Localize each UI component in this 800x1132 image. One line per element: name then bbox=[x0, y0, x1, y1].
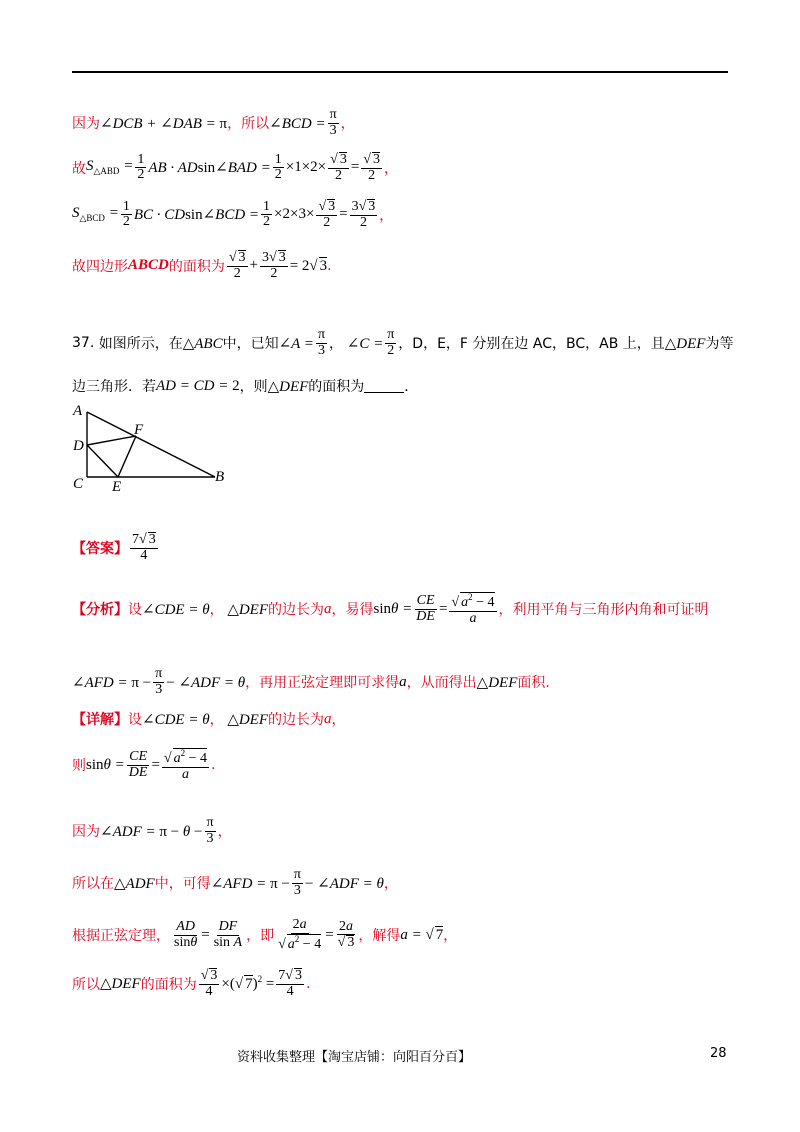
page-number: 28 bbox=[710, 1046, 727, 1061]
detail-line-3: 因为 ∠ADF = π − θ − $\frac{\pi}{3}$ ， bbox=[72, 815, 232, 846]
text: ，D，E，F 分别在边 AC，BC，AB 上，且 bbox=[398, 336, 665, 353]
text: a bbox=[324, 600, 332, 617]
text: 设 bbox=[128, 602, 142, 619]
text: 的面积为 bbox=[308, 379, 365, 395]
problem-line-1: 37. 如图所示，在 △ABC 中，已知 ∠A = $\frac{\pi}{3}$ ， ∠C = $\frac{\pi}{2}$ ，D，E，F 分别在边 AC，BC，AB 上，且 △DEF 为等 bbox=[72, 327, 734, 358]
text: 所以 bbox=[72, 976, 100, 993]
problem-line-2: 边三角形．若 AD = CD = 2 ，则 △DEF 的面积为 ． bbox=[72, 377, 419, 395]
math: $S_{\triangle ABD}$ = bbox=[86, 158, 134, 177]
text: . bbox=[211, 757, 216, 774]
text: ， bbox=[379, 207, 394, 224]
text: 设 bbox=[128, 712, 142, 728]
text: ，易得 bbox=[331, 602, 374, 619]
detail-line-4: 所以在 △ADF 中，可得 ∠AFD = π − $\frac{\pi}{3}$ − ∠ADF = θ ， bbox=[72, 867, 398, 898]
text: ． bbox=[404, 379, 419, 395]
fraction: $\frac{\pi}{3}$ bbox=[329, 107, 337, 138]
detail-line-5: 根据正弦定理， $\frac{AD}{\sin\theta}$ = $\frac{DF}{\text{sin A}}$ ，即 $\frac{2a}{√ a^2 - 4}$ = $\frac{2a}{√ 3}$ ，解得 a = √ 7 ， bbox=[72, 917, 458, 952]
detail-line-2: 则 sinθ = $\frac{CE}{DE}$ = $\frac{√ a^2 - 4}{a}$ . bbox=[72, 748, 216, 782]
footer-source: 资料收集整理【淘宝店铺：向阳百分百】 bbox=[237, 1050, 472, 1065]
prev-line-3: $S_{\triangle BCD}$ = $\frac{1}{2}$ BC · CDsin∠BCD = $\frac{1}{2}$ ×2×3× $\frac{√ 3}{2}$ = $\frac{3√ 3}{2}$ ， bbox=[72, 198, 394, 230]
label-A: A bbox=[73, 403, 83, 419]
detail-line-1: 【详解】 设 ∠CDE = θ ， △DEF 的边长为 a ， bbox=[72, 710, 346, 728]
label-F: F bbox=[134, 422, 144, 438]
text: 所以在 bbox=[72, 876, 114, 893]
text: ，即 bbox=[246, 928, 275, 945]
detail-tag: 【详解】 bbox=[72, 712, 128, 728]
answer-blank bbox=[364, 380, 404, 393]
text: ，再用正弦定理即可求得 bbox=[245, 675, 400, 692]
header-rule bbox=[72, 71, 728, 73]
text: ，解得 bbox=[358, 928, 401, 945]
text: ，利用平角与三角形内角和可证明 bbox=[498, 602, 709, 619]
text: a bbox=[324, 710, 332, 727]
text: ， bbox=[209, 602, 224, 619]
prev-line-2: 故 $S_{\triangle ABD}$ = $\frac{1}{2}$ AB · ADsin∠BAD = $\frac{1}{2}$ ×1×2× $\frac{√ 3}{2}$ = $\frac{√ 3}{2}$ ， bbox=[72, 151, 398, 183]
text: ， bbox=[383, 160, 398, 177]
text: 根据正弦定理， bbox=[72, 928, 170, 945]
text: ， bbox=[329, 336, 344, 353]
segment-DE bbox=[87, 445, 118, 477]
text: 边三角形．若 bbox=[72, 379, 156, 395]
math: $S_{\triangle BCD}$ = bbox=[72, 205, 119, 224]
label-D: D bbox=[73, 438, 84, 454]
prev-line-1 bbox=[72, 108, 355, 138]
prev-line-4: 故四边形 ABCD 的面积为 √ 3 2 + $\frac{3√ 3}{2}$ = 2√ 3 . bbox=[72, 250, 332, 281]
text: 面积. bbox=[517, 675, 550, 692]
text: 故 bbox=[72, 160, 86, 177]
label-B: B bbox=[215, 469, 225, 485]
segment-EF bbox=[118, 436, 136, 477]
text: ， bbox=[209, 712, 224, 728]
label-E: E bbox=[112, 479, 122, 492]
text: 的边长为 bbox=[268, 712, 325, 728]
math: ∠DCB + ∠DAB = π bbox=[100, 115, 228, 132]
text: 因为 bbox=[72, 824, 100, 841]
analysis-line-2: ∠AFD = π − $\frac{\pi}{3}$ − ∠ADF = θ ，再用正弦定理即可求得 a ，从而得出 △DEF 面积. bbox=[72, 666, 550, 697]
text: 中，已知 bbox=[222, 336, 279, 353]
answer-line: 【答案】 7√ 3 4 bbox=[72, 532, 156, 563]
text: ，所以 bbox=[227, 116, 270, 133]
segment-DF bbox=[87, 436, 136, 445]
text: 因为 bbox=[72, 116, 100, 133]
text: ，从而得出 bbox=[406, 675, 477, 692]
text: 为等 bbox=[705, 336, 734, 353]
text: ABCD bbox=[128, 257, 169, 274]
problem-number: 37. bbox=[72, 335, 95, 352]
math: ∠BCD = bbox=[269, 115, 326, 132]
text: ， bbox=[383, 876, 398, 893]
text: ， bbox=[331, 712, 346, 728]
text: ， bbox=[340, 116, 355, 133]
label-C: C bbox=[73, 476, 84, 492]
triangle-figure bbox=[70, 402, 240, 492]
text: . bbox=[327, 257, 332, 274]
answer-tag: 【答案】 bbox=[72, 540, 128, 557]
analysis-line-1: 【分析】 设 ∠CDE = θ ， △DEF 的边长为 a ，易得 sinθ = $\frac{CE}{DE}$ = $\frac{√ a^2 - 4}{a}$ ，利用平角与三角形内角和可证明 bbox=[72, 592, 709, 626]
text: . bbox=[305, 975, 311, 992]
text: ，则 bbox=[239, 379, 268, 395]
text: 如图所示，在 bbox=[98, 336, 183, 353]
side-AB bbox=[87, 412, 215, 477]
text: a bbox=[399, 673, 407, 690]
text: 中，可得 bbox=[154, 876, 211, 893]
text: ， bbox=[217, 824, 232, 841]
text: 的边长为 bbox=[268, 602, 325, 619]
analysis-tag: 【分析】 bbox=[72, 602, 128, 619]
text: ， bbox=[443, 928, 458, 945]
text: 故四边形 bbox=[72, 258, 128, 275]
detail-line-6: 所以 △DEF 的面积为 $\frac{√ 3}{4}$ ×(√ 7)$^2$ = $\frac{7√ 3}{4}$ . bbox=[72, 968, 311, 999]
text: 的面积为 bbox=[168, 258, 225, 275]
text: 则 bbox=[72, 758, 86, 775]
text: 的面积为 bbox=[140, 976, 197, 993]
